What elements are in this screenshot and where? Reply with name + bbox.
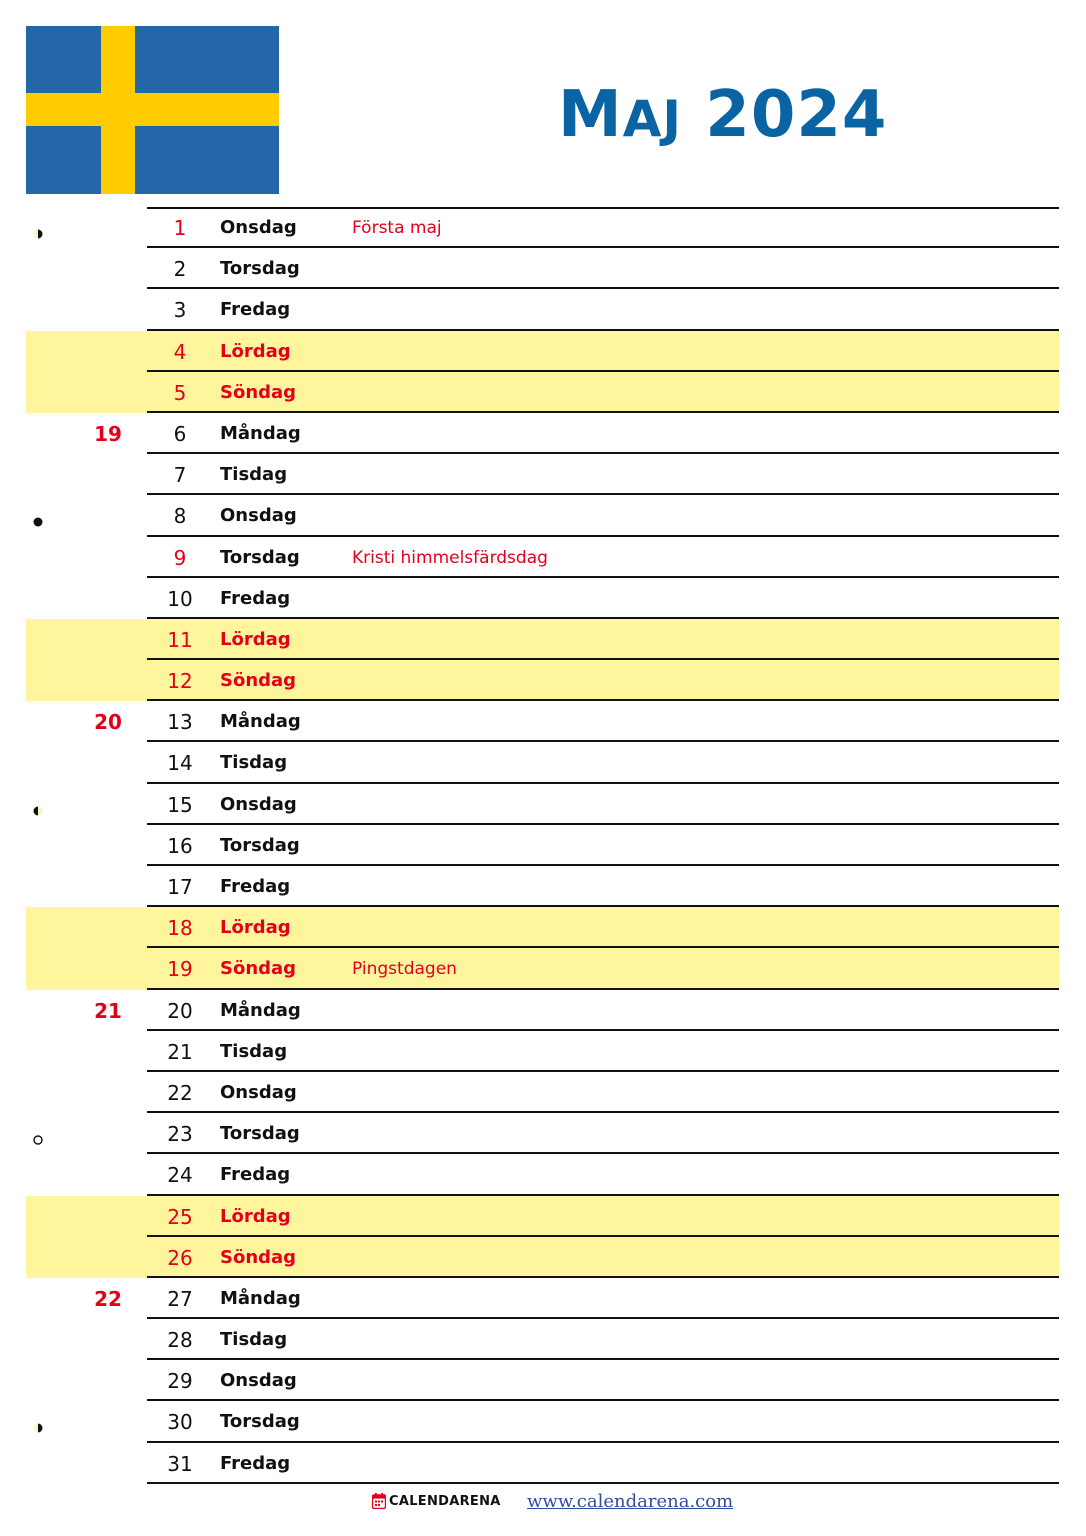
day-row [26, 331, 1059, 372]
day-number: 26 [167, 1245, 193, 1270]
weekday-name: Lördag [220, 1205, 291, 1227]
day-number: 27 [167, 1286, 193, 1311]
day-number: 11 [167, 627, 193, 652]
day-number: 6 [173, 421, 187, 446]
day-number: 8 [173, 504, 187, 529]
title-initial: M [558, 78, 623, 152]
day-row [26, 990, 1059, 1031]
day-row [26, 907, 1059, 948]
day-row [26, 1278, 1059, 1319]
day-row [26, 1154, 1059, 1195]
weekday-name: Tisdag [220, 1329, 288, 1351]
day-row [26, 784, 1059, 825]
day-number: 17 [167, 875, 193, 899]
day-row [26, 1113, 1059, 1154]
flag-cross-horizontal [26, 93, 279, 126]
day-number: 22 [167, 1080, 193, 1105]
day-row [26, 660, 1059, 701]
day-row [26, 742, 1059, 783]
day-row [26, 454, 1059, 495]
first-quarter-icon [33, 1418, 43, 1428]
weekday-name: Fredag [220, 587, 291, 609]
day-row [26, 1319, 1059, 1360]
weekday-name: Torsdag [220, 258, 300, 280]
day-number: 2 [173, 257, 187, 282]
day-number: 30 [167, 1410, 193, 1435]
weekday-name: Tisdag [220, 464, 288, 486]
website-link[interactable]: www.calendarena.com [527, 1491, 734, 1512]
day-row [26, 248, 1059, 289]
day-row [26, 207, 1059, 248]
day-number: 16 [167, 833, 193, 858]
week-number: 22 [94, 1286, 122, 1311]
day-number: 23 [167, 1122, 193, 1147]
weekday-name: Fredag [220, 1452, 291, 1474]
weekday-name: Onsdag [220, 217, 297, 238]
day-number: 15 [167, 792, 193, 817]
week-number: 21 [94, 998, 122, 1023]
first-quarter-icon [33, 224, 43, 234]
holiday-label: Kristi himmelsfärdsdag [352, 547, 548, 568]
weekday-name: Söndag [220, 670, 297, 692]
day-number: 24 [167, 1163, 193, 1188]
weekday-name: Torsdag [220, 1123, 300, 1145]
day-row [26, 1443, 1059, 1484]
weekday-name: Fredag [220, 1164, 291, 1186]
title-year: 2024 [705, 78, 888, 152]
weekday-name: Onsdag [220, 1370, 297, 1392]
sweden-flag [26, 26, 279, 194]
day-number: 1 [173, 216, 187, 240]
weekday-name: Måndag [220, 1287, 301, 1309]
weekday-name: Fredag [220, 299, 291, 321]
day-number: 13 [167, 710, 193, 735]
weekday-name: Söndag [220, 958, 297, 980]
weekday-name: Lördag [220, 628, 291, 650]
weekday-name: Måndag [220, 422, 301, 444]
weekday-name: Torsdag [220, 546, 300, 568]
day-number: 29 [167, 1369, 193, 1394]
day-list [26, 207, 1059, 1484]
day-row [26, 701, 1059, 742]
row-divider [147, 1482, 1059, 1484]
day-row [26, 537, 1059, 578]
holiday-label: Pingstdagen [352, 959, 457, 980]
day-row [26, 619, 1059, 660]
day-number: 14 [167, 751, 193, 776]
day-number: 20 [167, 998, 193, 1023]
footer [0, 1490, 1086, 1514]
page-title [558, 78, 887, 152]
day-row [26, 1072, 1059, 1113]
day-number: 18 [167, 916, 193, 941]
weekday-name: Torsdag [220, 834, 300, 856]
day-row [26, 1237, 1059, 1278]
holiday-label: Första maj [352, 218, 442, 238]
day-number: 5 [173, 380, 187, 405]
weekday-name: Lördag [220, 917, 291, 939]
weekday-name: Söndag [220, 381, 297, 403]
weekday-name: Måndag [220, 711, 301, 733]
day-row [26, 372, 1059, 413]
week-number: 19 [94, 421, 122, 446]
week-number: 20 [94, 710, 122, 735]
weekday-name: Onsdag [220, 1081, 297, 1103]
new-moon-icon [33, 512, 43, 522]
day-number: 12 [167, 669, 193, 694]
day-number: 9 [173, 545, 187, 570]
last-quarter-icon [33, 801, 43, 811]
day-number: 10 [167, 586, 193, 611]
day-number: 28 [167, 1328, 193, 1353]
full-moon-icon [33, 1130, 43, 1140]
weekday-name: Torsdag [220, 1411, 300, 1433]
weekday-name: Tisdag [220, 752, 288, 774]
day-number: 19 [167, 957, 193, 982]
day-row [26, 1031, 1059, 1072]
day-number: 31 [167, 1451, 193, 1476]
day-row [26, 289, 1059, 330]
day-number: 7 [173, 463, 187, 488]
weekday-name: Onsdag [220, 793, 297, 815]
weekday-name: Onsdag [220, 505, 297, 527]
day-row [26, 825, 1059, 866]
day-row [26, 1196, 1059, 1237]
day-row [26, 495, 1059, 536]
day-row [26, 413, 1059, 454]
day-row [26, 1401, 1059, 1442]
brand-name: CALENDARENA [389, 1494, 501, 1509]
weekday-name: Tisdag [220, 1040, 288, 1062]
day-number: 4 [173, 339, 187, 364]
weekday-name: Söndag [220, 1246, 297, 1268]
day-number: 21 [167, 1039, 193, 1064]
day-row [26, 866, 1059, 907]
day-row [26, 948, 1059, 989]
weekday-name: Måndag [220, 999, 301, 1021]
calendar-icon [372, 1493, 386, 1509]
day-row [26, 578, 1059, 619]
title-rest: AJ [622, 90, 682, 148]
weekday-name: Lördag [220, 340, 291, 362]
day-row [26, 1360, 1059, 1401]
weekday-name: Fredag [220, 876, 291, 897]
day-number: 3 [173, 298, 187, 323]
day-number: 25 [167, 1204, 193, 1229]
